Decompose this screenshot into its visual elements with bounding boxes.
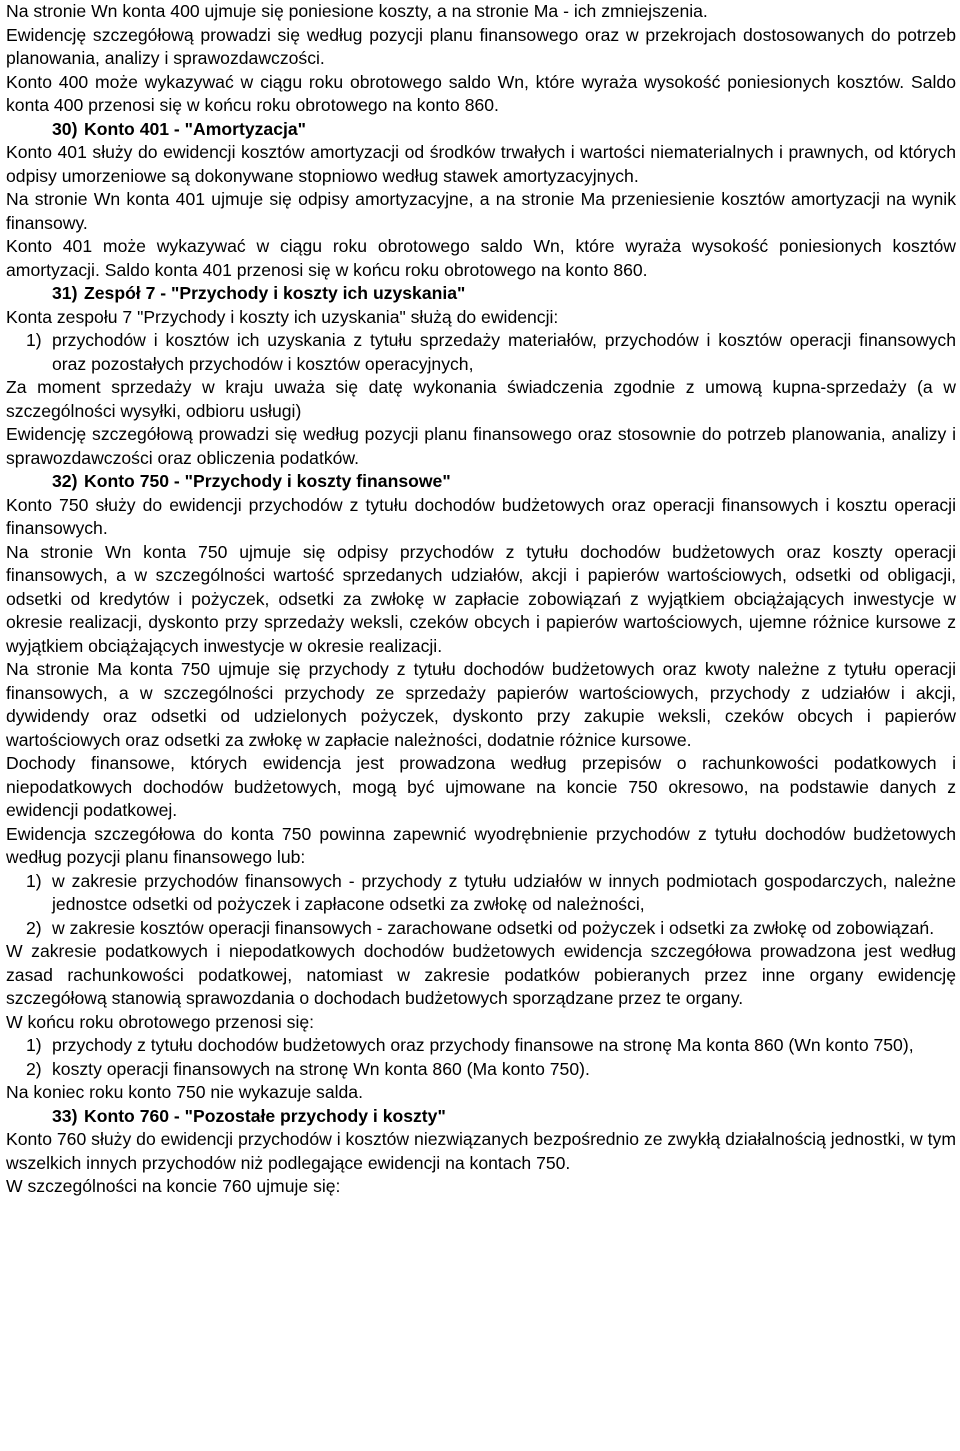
- paragraph: Ewidencja szczegółowa do konta 750 powinna zapewnić wyodrębnienie przychodów z tytułu dochodów budżetowych według pozycji planu finansowego lub:: [6, 823, 956, 867]
- list-item: [26, 1034, 956, 1058]
- list-item-text: w zakresie przychodów finansowych - przychody z tytułu udziałów w innych podmiotach gospodarczych, należne jednostce odsetki od pożyczek i zapłacone odsetki za zwłokę od należności,: [52, 870, 956, 914]
- paragraph: W zakresie podatkowych i niepodatkowych dochodów budżetowych ewidencja szczegółowa prowadzona jest według zasad rachunkowości podatkowej, natomiast w zakresie podatków pobieranych przez inne organy ewidencję szczegółową stanowią sprawozdania o dochodach budżetowych sporządzane przez te organy.: [6, 941, 956, 1008]
- paragraph: Konto 401 służy do ewidencji kosztów amortyzacji od środków trwałych i wartości niematerialnych i prawnych, od których odpisy umorzeniowe są dokonywane stopniowo według stawek amortyzacyjnych.: [6, 142, 956, 186]
- section-number: 30): [52, 118, 78, 139]
- paragraph: W szczególności na koncie 760 ujmuje się:: [6, 1176, 341, 1196]
- paragraph: Na koniec roku konto 750 nie wykazuje salda.: [6, 1082, 363, 1102]
- paragraph: Konto 760 służy do ewidencji przychodów i kosztów niezwiązanych bezpośrednio ze zwykłą działalnością jednostki, w tym wszelkich innych przychodów niż podlegające ewidencji na kontach 750.: [6, 1129, 956, 1173]
- list-item-number: 1): [26, 870, 42, 891]
- section-title: Konto 760 - "Pozostałe przychody i koszty": [84, 1105, 446, 1126]
- section-number: 32): [52, 471, 78, 491]
- paragraph: Na stronie Ma konta 750 ujmuje się przychody z tytułu dochodów budżetowych oraz kwoty należne z tytułu operacji finansowych, a w szczególności przychody ze sprzedaży papierów wartościowych, przychody z udziałów i akcji, dywidendy oraz odsetki od udzielonych pożyczek, dyskonto przy zakupie weksli, czeków obcych i papierów wartościowych oraz odsetki za zwłokę w zapłacie należności, dodatnie różnice kursowe.: [6, 659, 956, 750]
- section-number: 33): [52, 1105, 78, 1126]
- list-item-text: przychodów i kosztów ich uzyskania z tytułu sprzedaży materiałów, przychodów i kosztów operacji finansowych oraz pozostałych przychodów i kosztów operacyjnych,: [52, 330, 956, 374]
- paragraph: Konto 400 może wykazywać w ciągu roku obrotowego saldo Wn, które wyraża wysokość poniesionych kosztów. Saldo konta 400 przenosi się w końcu roku obrotowego na konto 860.: [6, 71, 956, 115]
- paragraph: Konto 750 służy do ewidencji przychodów z tytułu dochodów budżetowych oraz operacji finansowych i kosztu operacji finansowych.: [6, 494, 956, 538]
- list-item-number: 2): [26, 917, 42, 938]
- list-item: [26, 1058, 956, 1082]
- paragraph: Na stronie Wn konta 750 ujmuje się odpisy przychodów z tytułu dochodów budżetowych oraz koszty operacji finansowych, a w szczególności wartość sprzedanych udziałów, akcji i papierów wartościowych, odsetki od obligacji, odsetki od kredytów i pożyczek, odsetki za zwłokę w zapłacie zobowiązań z wyjątkiem obciążających inwestycje w okresie realizacji, dyskonto przy sprzedaży weksli, czeków obcych i papierów wartościowych, ujemne różnice kursowe z wyjątkiem obciążających inwestycje w okresie realizacji.: [6, 541, 956, 656]
- paragraph: Konta zespołu 7 "Przychody i koszty ich uzyskania" służą do ewidencji:: [6, 306, 559, 327]
- list-item-text: koszty operacji finansowych na stronę Wn konta 860 (Ma konto 750).: [52, 1058, 590, 1079]
- paragraph: Ewidencję szczegółową prowadzi się według pozycji planu finansowego oraz w przekrojach dostosowanych do potrzeb planowania, analizy i sprawozdawczości.: [6, 24, 956, 68]
- section-title: Zespół 7 - "Przychody i koszty ich uzyskania": [84, 283, 466, 303]
- paragraph: Za moment sprzedaży w kraju uważa się datę wykonania świadczenia zgodnie z umową kupna-sprzedaży (a w szczególności wysyłki, odbioru usługi): [6, 377, 956, 421]
- paragraph: Dochody finansowe, których ewidencja jest prowadzona według przepisów o rachunkowości podatkowych i niepodatkowych dochodów budżetowych, mogą być ujmowane na koncie 750 okresowo, na podstawie danych z ewidencji podatkowej.: [6, 753, 956, 820]
- list-item-text: przychody z tytułu dochodów budżetowych oraz przychody finansowe na stronę Ma konta 860 (Wn konto 750),: [52, 1035, 914, 1055]
- section-heading: [52, 1105, 956, 1129]
- list-item-number: 2): [26, 1058, 42, 1079]
- section-title: Konto 750 - "Przychody i koszty finansowe": [84, 471, 451, 491]
- list-item-text: w zakresie kosztów operacji finansowych - zarachowane odsetki od pożyczek i odsetki za zwłokę od zobowiązań.: [52, 917, 935, 938]
- list-item: [26, 917, 956, 941]
- paragraph: Ewidencję szczegółową prowadzi się według pozycji planu finansowego oraz stosownie do potrzeb planowania, analizy i sprawozdawczości oraz obliczenia podatków.: [6, 424, 956, 468]
- paragraph: Konto 401 może wykazywać w ciągu roku obrotowego saldo Wn, które wyraża wysokość poniesionych kosztów amortyzacji. Saldo konta 401 przenosi się w końcu roku obrotowego na konto 860.: [6, 236, 956, 280]
- paragraph: Na stronie Wn konta 400 ujmuje się poniesione koszty, a na stronie Ma - ich zmniejszenia.: [6, 1, 708, 21]
- section-title: Konto 401 - "Amortyzacja": [84, 118, 306, 139]
- list-item: [26, 870, 956, 917]
- section-heading: [52, 118, 956, 142]
- list-item-number: 1): [26, 330, 42, 350]
- list-item: [26, 329, 956, 376]
- section-heading: [52, 470, 956, 494]
- section-heading: [52, 282, 956, 306]
- list-item-number: 1): [26, 1035, 42, 1055]
- paragraph: W końcu roku obrotowego przenosi się:: [6, 1011, 315, 1032]
- paragraph: Na stronie Wn konta 401 ujmuje się odpisy amortyzacyjne, a na stronie Ma przeniesienie kosztów amortyzacji na wynik finansowy.: [6, 189, 956, 233]
- section-number: 31): [52, 283, 78, 303]
